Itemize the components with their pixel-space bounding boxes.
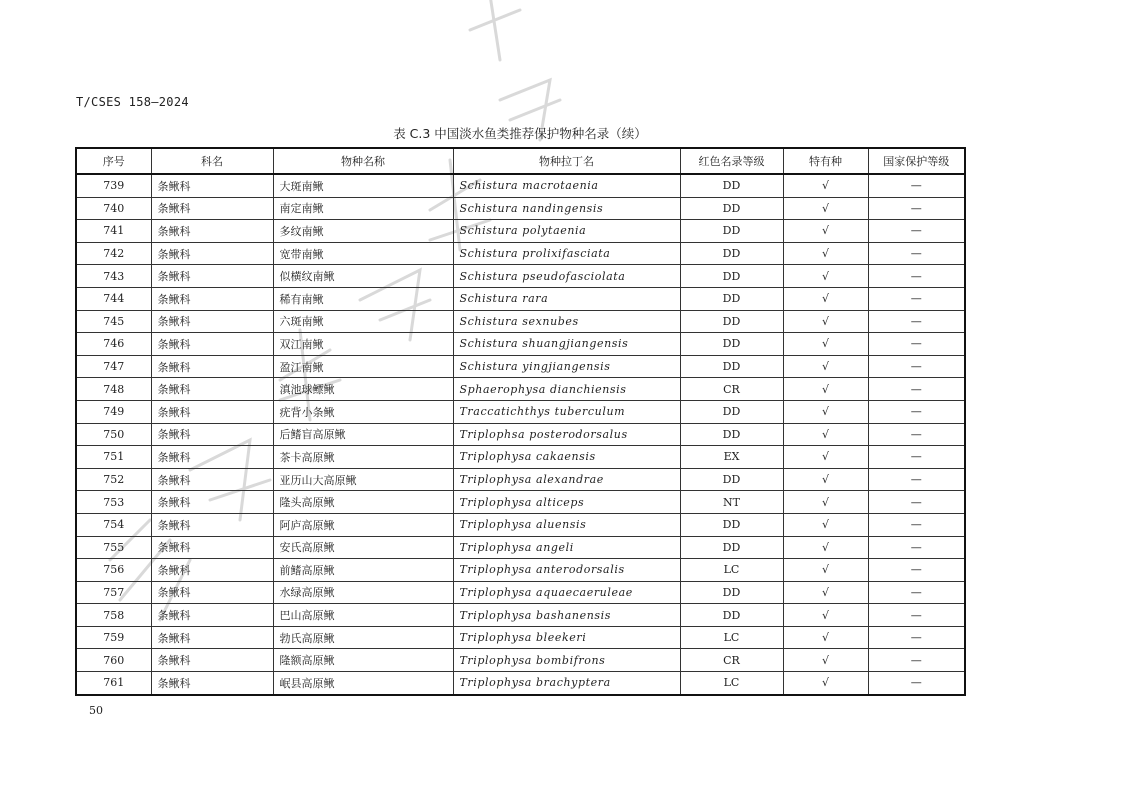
cell-species-name: 大斑南鳅 (273, 174, 453, 197)
cell-latin-name: Schistura macrotaenia (453, 174, 680, 197)
cell-endemic: √ (783, 513, 868, 536)
table-row (76, 626, 965, 649)
cell-redlist: NT (680, 491, 783, 514)
cell-redlist: DD (680, 581, 783, 604)
column-header: 国家保护等级 (868, 148, 965, 174)
cell-family: 条鳅科 (151, 513, 273, 536)
cell-species-name: 水绿高原鳅 (273, 581, 453, 604)
table-row (76, 446, 965, 469)
cell-endemic: √ (783, 333, 868, 356)
cell-redlist: DD (680, 242, 783, 265)
cell-latin-name: Sphaerophysa dianchiensis (453, 378, 680, 401)
cell-family: 条鳅科 (151, 649, 273, 672)
table-row (76, 174, 965, 197)
cell-species-name: 亚历山大高原鳅 (273, 468, 453, 491)
cell-protection: — (868, 287, 965, 310)
cell-protection: — (868, 581, 965, 604)
cell-index: 750 (76, 423, 151, 446)
cell-protection: — (868, 468, 965, 491)
cell-index: 751 (76, 446, 151, 469)
cell-protection: — (868, 174, 965, 197)
cell-protection: — (868, 333, 965, 356)
cell-index: 746 (76, 333, 151, 356)
cell-family: 条鳅科 (151, 400, 273, 423)
column-header: 科名 (151, 148, 273, 174)
cell-redlist: DD (680, 333, 783, 356)
cell-index: 743 (76, 265, 151, 288)
cell-family: 条鳅科 (151, 287, 273, 310)
cell-family: 条鳅科 (151, 197, 273, 220)
cell-family: 条鳅科 (151, 378, 273, 401)
table-row (76, 423, 965, 446)
cell-latin-name: Triplophysa alexandrae (453, 468, 680, 491)
cell-protection: — (868, 197, 965, 220)
cell-latin-name: Triplophysa aquaecaeruleae (453, 581, 680, 604)
cell-endemic: √ (783, 220, 868, 243)
cell-species-name: 多纹南鳅 (273, 220, 453, 243)
cell-redlist: DD (680, 287, 783, 310)
cell-species-name: 稀有南鳅 (273, 287, 453, 310)
cell-redlist: DD (680, 174, 783, 197)
cell-species-name: 疣背小条鳅 (273, 400, 453, 423)
cell-species-name: 岷县高原鳅 (273, 672, 453, 695)
cell-endemic: √ (783, 378, 868, 401)
cell-species-name: 后鳍盲高原鳅 (273, 423, 453, 446)
table-row (76, 649, 965, 672)
cell-family: 条鳅科 (151, 355, 273, 378)
cell-redlist: DD (680, 536, 783, 559)
table-row (76, 581, 965, 604)
cell-redlist: DD (680, 513, 783, 536)
cell-index: 753 (76, 491, 151, 514)
cell-endemic: √ (783, 174, 868, 197)
cell-protection: — (868, 513, 965, 536)
table-row (76, 310, 965, 333)
cell-index: 760 (76, 649, 151, 672)
cell-redlist: LC (680, 559, 783, 582)
cell-protection: — (868, 446, 965, 469)
table-row (76, 400, 965, 423)
table-row (76, 242, 965, 265)
cell-family: 条鳅科 (151, 265, 273, 288)
column-header: 红色名录等级 (680, 148, 783, 174)
cell-index: 749 (76, 400, 151, 423)
table-row (76, 559, 965, 582)
cell-endemic: √ (783, 468, 868, 491)
cell-endemic: √ (783, 604, 868, 627)
table-caption: 表 C.3 中国淡水鱼类推荐保护物种名录（续） (393, 126, 647, 141)
cell-latin-name: Schistura pseudofasciolata (453, 265, 680, 288)
cell-species-name: 巴山高原鳅 (273, 604, 453, 627)
cell-latin-name: Schistura polytaenia (453, 220, 680, 243)
cell-protection: — (868, 423, 965, 446)
table-row (76, 672, 965, 695)
cell-endemic: √ (783, 559, 868, 582)
table-row (76, 355, 965, 378)
cell-index: 747 (76, 355, 151, 378)
cell-index: 748 (76, 378, 151, 401)
table-row (76, 468, 965, 491)
column-header: 序号 (76, 148, 151, 174)
cell-family: 条鳅科 (151, 446, 273, 469)
cell-family: 条鳅科 (151, 310, 273, 333)
cell-index: 744 (76, 287, 151, 310)
cell-protection: — (868, 626, 965, 649)
cell-latin-name: Triplophysa bombifrons (453, 649, 680, 672)
table-row (76, 536, 965, 559)
cell-endemic: √ (783, 649, 868, 672)
cell-family: 条鳅科 (151, 559, 273, 582)
table-row (76, 604, 965, 627)
cell-family: 条鳅科 (151, 626, 273, 649)
cell-index: 758 (76, 604, 151, 627)
cell-redlist: LC (680, 672, 783, 695)
cell-protection: — (868, 378, 965, 401)
table-row (76, 491, 965, 514)
cell-index: 742 (76, 242, 151, 265)
cell-index: 745 (76, 310, 151, 333)
cell-species-name: 隆头高原鳅 (273, 491, 453, 514)
cell-family: 条鳅科 (151, 174, 273, 197)
cell-redlist: CR (680, 378, 783, 401)
table-row (76, 197, 965, 220)
cell-index: 757 (76, 581, 151, 604)
cell-family: 条鳅科 (151, 672, 273, 695)
cell-latin-name: Triplophysa angeli (453, 536, 680, 559)
cell-species-name: 勃氏高原鳅 (273, 626, 453, 649)
cell-index: 759 (76, 626, 151, 649)
cell-index: 739 (76, 174, 151, 197)
cell-redlist: DD (680, 310, 783, 333)
cell-family: 条鳅科 (151, 604, 273, 627)
cell-species-name: 滇池球鳔鳅 (273, 378, 453, 401)
cell-redlist: DD (680, 355, 783, 378)
cell-latin-name: Triplophysa bashanensis (453, 604, 680, 627)
cell-species-name: 安氏高原鳅 (273, 536, 453, 559)
cell-species-name: 似横纹南鳅 (273, 265, 453, 288)
cell-redlist: DD (680, 423, 783, 446)
cell-family: 条鳅科 (151, 333, 273, 356)
table-row (76, 287, 965, 310)
cell-endemic: √ (783, 536, 868, 559)
cell-protection: — (868, 310, 965, 333)
cell-redlist: DD (680, 220, 783, 243)
table-row (76, 220, 965, 243)
cell-family: 条鳅科 (151, 220, 273, 243)
table-header-row (76, 148, 965, 174)
cell-latin-name: Triplophysa brachyptera (453, 672, 680, 695)
cell-protection: — (868, 672, 965, 695)
cell-index: 741 (76, 220, 151, 243)
cell-latin-name: Schistura rara (453, 287, 680, 310)
cell-protection: — (868, 559, 965, 582)
cell-endemic: √ (783, 626, 868, 649)
cell-family: 条鳅科 (151, 491, 273, 514)
cell-protection: — (868, 491, 965, 514)
cell-endemic: √ (783, 287, 868, 310)
table-row (76, 378, 965, 401)
cell-redlist: DD (680, 265, 783, 288)
cell-family: 条鳅科 (151, 536, 273, 559)
cell-endemic: √ (783, 423, 868, 446)
cell-index: 740 (76, 197, 151, 220)
cell-species-name: 宽带南鳅 (273, 242, 453, 265)
table-body (76, 174, 965, 695)
cell-latin-name: Schistura sexnubes (453, 310, 680, 333)
cell-redlist: DD (680, 197, 783, 220)
cell-latin-name: Triplophysa bleekeri (453, 626, 680, 649)
species-table (75, 147, 966, 696)
cell-species-name: 茶卡高原鳅 (273, 446, 453, 469)
cell-family: 条鳅科 (151, 242, 273, 265)
cell-redlist: DD (680, 604, 783, 627)
cell-latin-name: Schistura nandingensis (453, 197, 680, 220)
cell-index: 761 (76, 672, 151, 695)
cell-index: 755 (76, 536, 151, 559)
cell-species-name: 盈江南鳅 (273, 355, 453, 378)
cell-endemic: √ (783, 400, 868, 423)
cell-latin-name: Schistura shuangjiangensis (453, 333, 680, 356)
cell-species-name: 隆额高原鳅 (273, 649, 453, 672)
cell-species-name: 南定南鳅 (273, 197, 453, 220)
cell-protection: — (868, 604, 965, 627)
cell-endemic: √ (783, 672, 868, 695)
cell-redlist: DD (680, 468, 783, 491)
cell-species-name: 双江南鳅 (273, 333, 453, 356)
cell-latin-name: Triplophysa cakaensis (453, 446, 680, 469)
page-number: 50 (89, 704, 103, 717)
cell-species-name: 阿庐高原鳅 (273, 513, 453, 536)
table-row (76, 265, 965, 288)
cell-endemic: √ (783, 491, 868, 514)
cell-latin-name: Schistura yingjiangensis (453, 355, 680, 378)
cell-latin-name: Traccatichthys tuberculum (453, 400, 680, 423)
cell-endemic: √ (783, 242, 868, 265)
cell-endemic: √ (783, 265, 868, 288)
cell-family: 条鳅科 (151, 468, 273, 491)
cell-index: 754 (76, 513, 151, 536)
column-header: 物种拉丁名 (453, 148, 680, 174)
cell-endemic: √ (783, 355, 868, 378)
column-header: 特有种 (783, 148, 868, 174)
cell-family: 条鳅科 (151, 423, 273, 446)
cell-latin-name: Triplophysa anterodorsalis (453, 559, 680, 582)
cell-protection: — (868, 355, 965, 378)
table-row (76, 333, 965, 356)
cell-index: 752 (76, 468, 151, 491)
cell-endemic: √ (783, 197, 868, 220)
cell-index: 756 (76, 559, 151, 582)
cell-protection: — (868, 649, 965, 672)
column-header: 物种名称 (273, 148, 453, 174)
cell-endemic: √ (783, 581, 868, 604)
cell-endemic: √ (783, 446, 868, 469)
cell-endemic: √ (783, 310, 868, 333)
cell-latin-name: Triplophysa alticeps (453, 491, 680, 514)
cell-family: 条鳅科 (151, 581, 273, 604)
table-row (76, 513, 965, 536)
cell-protection: — (868, 536, 965, 559)
cell-latin-name: Triplophysa aluensis (453, 513, 680, 536)
cell-redlist: EX (680, 446, 783, 469)
document-code: T/CSES 158—2024 (76, 95, 189, 109)
cell-species-name: 前鳍高原鳅 (273, 559, 453, 582)
cell-latin-name: Triplophsa posterodorsalus (453, 423, 680, 446)
cell-species-name: 六斑南鳅 (273, 310, 453, 333)
cell-redlist: CR (680, 649, 783, 672)
cell-protection: — (868, 242, 965, 265)
cell-protection: — (868, 265, 965, 288)
cell-redlist: DD (680, 400, 783, 423)
cell-protection: — (868, 400, 965, 423)
cell-redlist: LC (680, 626, 783, 649)
cell-protection: — (868, 220, 965, 243)
cell-latin-name: Schistura prolixifasciata (453, 242, 680, 265)
